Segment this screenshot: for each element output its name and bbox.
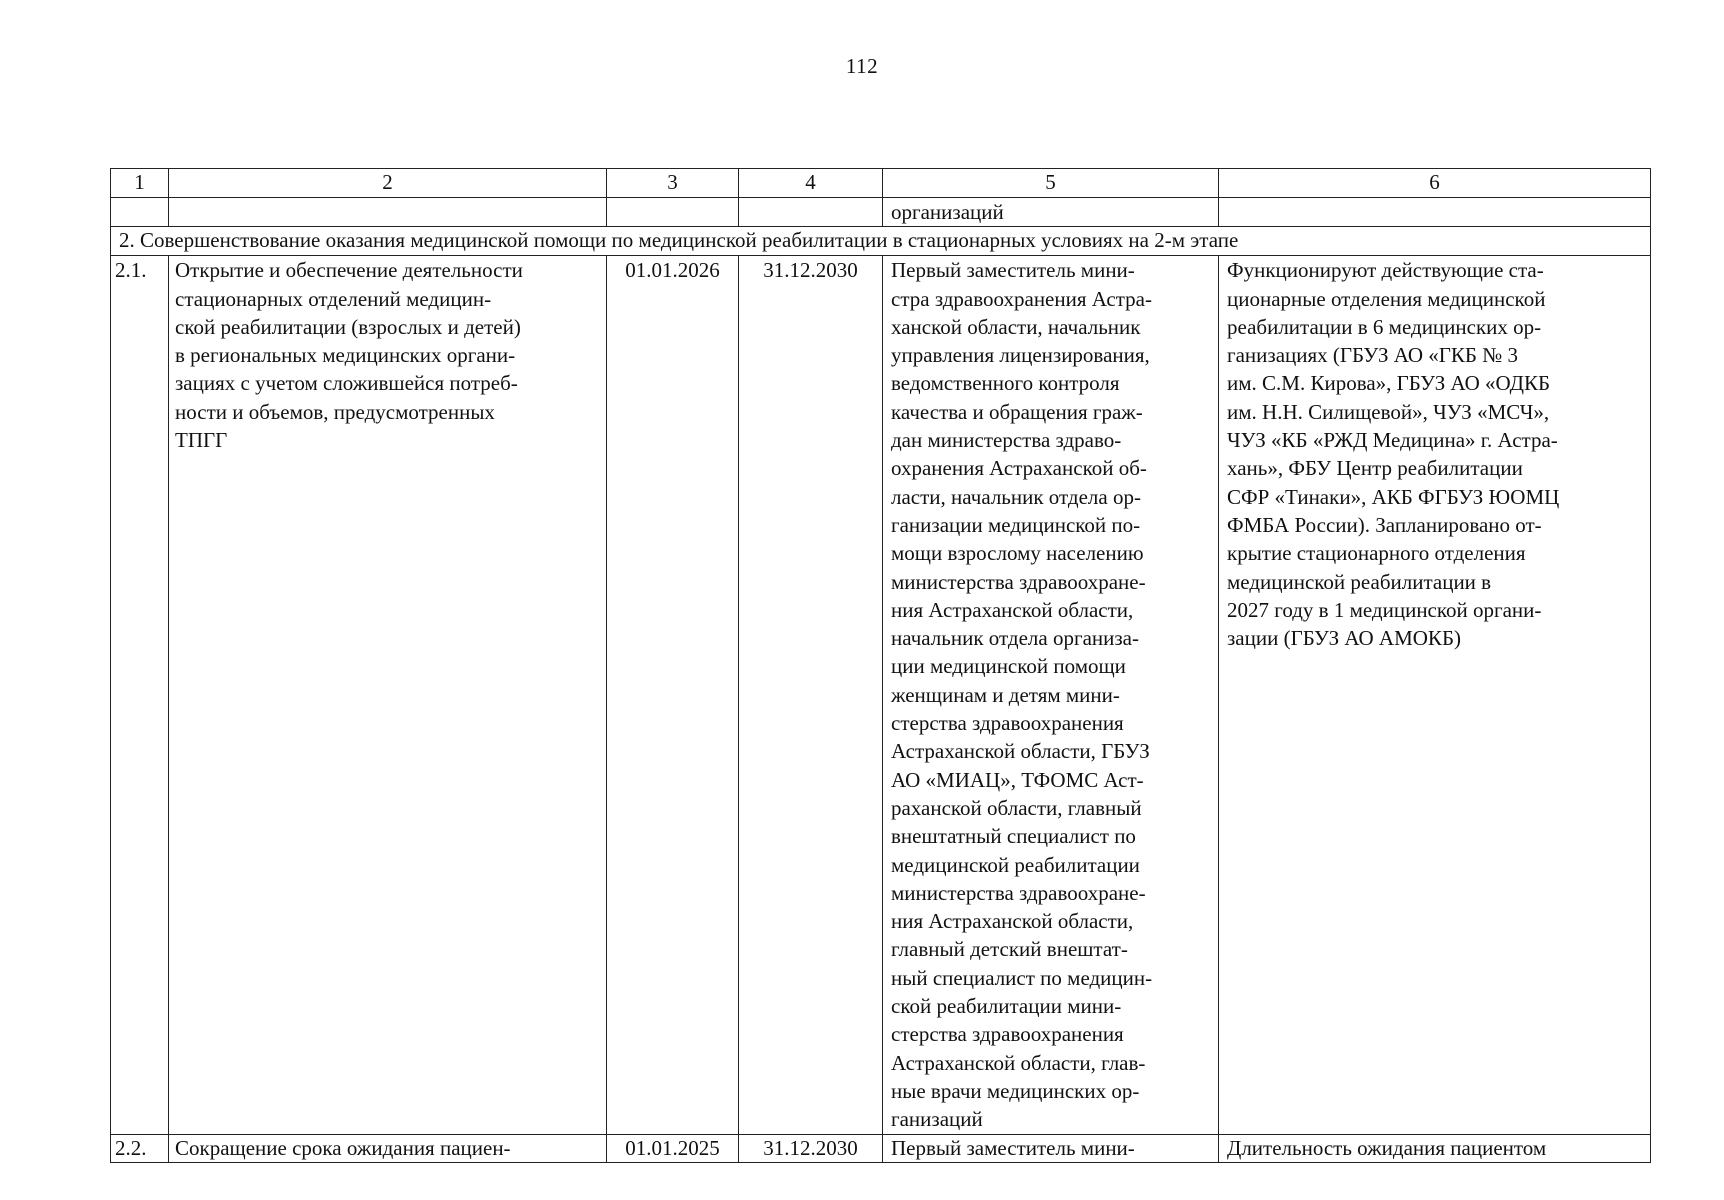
text-line: ганизаций [891,1107,983,1132]
page-number: 112 [845,54,879,78]
empty-cell [607,198,739,227]
text-line: ности и объемов, предусмотренных [175,399,495,424]
text-line: им. С.М. Кирова», ГБУЗ АО «ОДКБ [1227,371,1551,396]
header-cell-6: 6 [1219,169,1651,198]
text-line: дан министерства здраво- [891,428,1122,453]
section-row [111,227,1651,256]
end-date: 31.12.2030 [739,1134,883,1162]
text-line: зации (ГБУЗ АО АМОКБ) [1227,626,1461,651]
table-row [111,256,1651,1134]
empty-cell [169,198,607,227]
text-line: министерства здравоохране- [891,569,1146,594]
header-cell-3: 3 [607,169,739,198]
text-line: раханской области, главный [891,795,1142,820]
continuation-row [111,198,1651,227]
text-line: в региональных медицинских органи- [175,343,516,368]
text-line: управления лицензирования, [891,343,1150,368]
text-line: Сокращение срока ожидания пациен- [175,1135,511,1160]
activity-cell [169,256,607,1134]
text-line: внештатный специалист по [891,824,1136,849]
text-line: ционарные отделения медицинской [1227,286,1546,311]
text-line: Астраханской области, ГБУЗ [891,739,1150,764]
header-cell-2: 2 [169,169,607,198]
text-line: министерства здравоохране- [891,880,1146,905]
text-line: ской реабилитации мини- [891,994,1122,1019]
text-line: ганизации медицинской по- [891,512,1141,537]
text-line: ФМБА России). Запланировано от- [1227,512,1542,537]
text-line: стра здравоохранения Астра- [891,286,1152,311]
table-header-row [111,169,1651,198]
text-line: охранения Астраханской об- [891,456,1147,481]
header-cell-5: 5 [883,169,1219,198]
responsible-cell [883,1134,1219,1162]
start-date: 01.01.2025 [607,1134,739,1162]
row-number: 2.2. [111,1134,169,1162]
text-line: крытие стационарного отделения [1227,541,1526,566]
text-line: ции медицинской помощи [891,654,1126,679]
text-line: ный специалист по медицин- [891,965,1153,990]
result-cell [1219,1134,1651,1162]
text-line: качества и обращения граж- [891,399,1143,424]
text-line: Открытие и обеспечение деятельности [175,258,523,283]
end-date: 31.12.2030 [739,256,883,1134]
text-line: им. Н.Н. Силищевой», ЧУЗ «МСЧ», [1227,399,1550,424]
text-line: стерства здравоохранения [891,711,1124,736]
header-cell-4: 4 [739,169,883,198]
text-line: реабилитации в 6 медицинских ор- [1227,314,1542,339]
text-line: ганизациях (ГБУЗ АО «ГКБ № 3 [1227,343,1519,368]
text-line: ния Астраханской области, [891,909,1134,934]
row-number: 2.1. [111,256,169,1134]
result-cell [1219,256,1651,1134]
continuation-responsible: организаций [883,198,1219,227]
text-line: ханской области, начальник [891,314,1141,339]
activity-cell [169,1134,607,1162]
text-line: Первый заместитель мини- [891,258,1135,283]
text-line: Длительность ожидания пациентом [1227,1135,1547,1160]
empty-cell [1219,198,1651,227]
text-line: АО «МИАЦ», ТФОМС Аст- [891,767,1144,792]
text-line: ные врачи медицинских ор- [891,1078,1140,1103]
responsible-cell [883,256,1219,1134]
activities-table [110,168,1651,1163]
text-line: Астраханской области, глав- [891,1050,1146,1075]
empty-cell [111,198,169,227]
section-title: 2. Совершенствование оказания медицинской помощи по медицинской реабилитации в стационарных условиях на 2-м этапе [111,227,1651,256]
text-line: медицинской реабилитации [891,852,1140,877]
header-cell-1: 1 [111,169,169,198]
text-line: хань», ФБУ Центр реабилитации [1227,456,1523,481]
text-line: зациях с учетом сложившейся потреб- [175,371,518,396]
text-line: ведомственного контроля [891,371,1120,396]
text-line: 2027 году в 1 медицинской органи- [1227,597,1542,622]
text-line: ЧУЗ «КБ «РЖД Медицина» г. Астра- [1227,428,1558,453]
text-line: Функционируют действующие ста- [1227,258,1544,283]
text-line: главный детский внештат- [891,937,1128,962]
text-line: стерства здравоохранения [891,1022,1124,1047]
text-line: стационарных отделений медицин- [175,286,492,311]
text-line: ния Астраханской области, [891,597,1134,622]
text-line: ТПГГ [175,428,228,453]
empty-cell [739,198,883,227]
text-line: СФР «Тинаки», АКБ ФГБУЗ ЮОМЦ [1227,484,1560,509]
table-row [111,1134,1651,1162]
text-line: Первый заместитель мини- [891,1135,1135,1160]
text-line: начальник отдела организа- [891,626,1139,651]
text-line: ласти, начальник отдела ор- [891,484,1141,509]
start-date: 01.01.2026 [607,256,739,1134]
text-line: женщинам и детям мини- [891,682,1120,707]
text-line: мощи взрослому населению [891,541,1144,566]
text-line: ской реабилитации (взрослых и детей) [175,314,521,339]
text-line: медицинской реабилитации в [1227,569,1492,594]
